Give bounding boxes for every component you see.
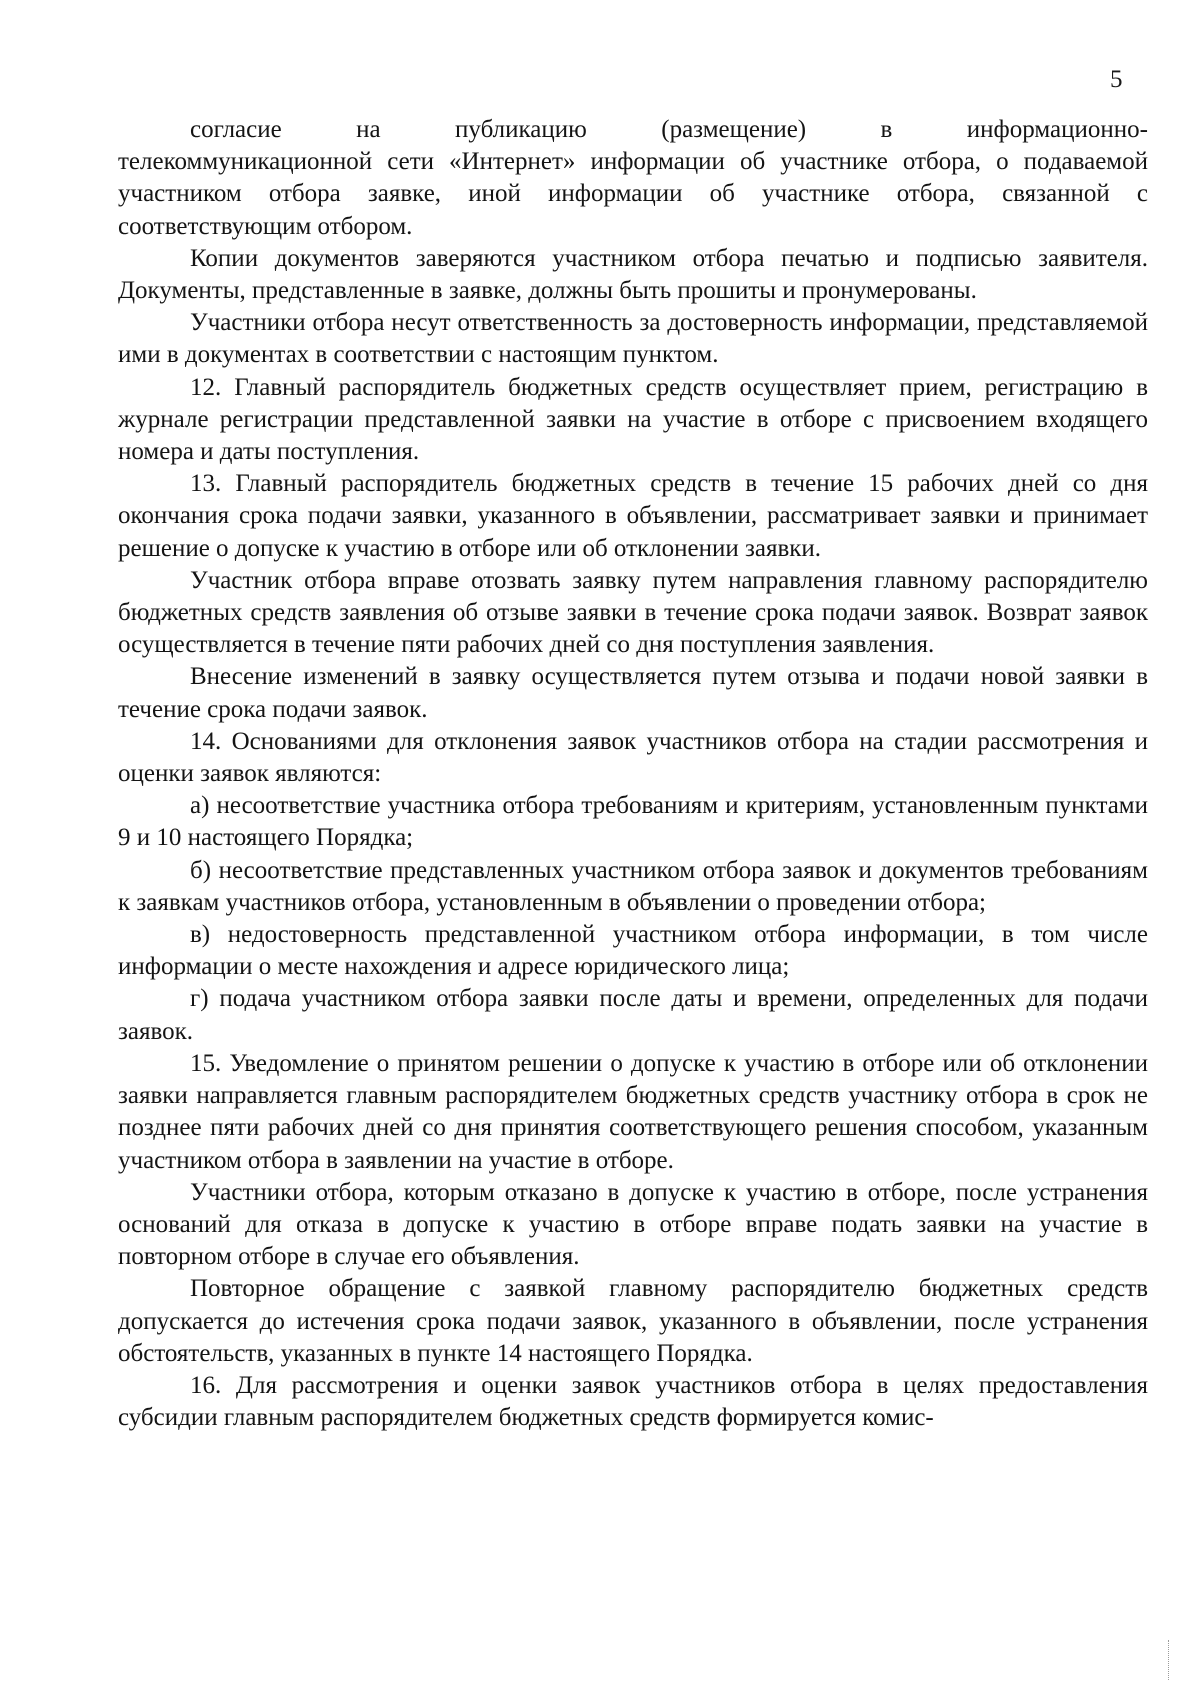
paragraph-refused-participants: Участники отбора, которым отказано в допуске к участию в отборе, после устранения оснований для отказа в допуске к участию в отборе вправе подать заявки на участие в повторном отборе в случае его объявления. <box>118 1178 1148 1271</box>
word: на <box>356 116 381 143</box>
paragraph-consent-first-line <box>118 114 1148 146</box>
paragraph-item-13: 13. Главный распорядитель бюджетных средств в течение 15 рабочих дней со дня окончания срока подачи заявки, указанного в объявлении, рассматривает заявки и принимает решение о допуске к участию в отборе или об отклонении заявки. <box>118 470 1148 562</box>
word: (размещение) <box>661 116 807 143</box>
paragraph-item-14-g: г) подача участником отбора заявки после даты и времени, определенных для подачи заявок. <box>118 985 1148 1045</box>
page-number: 5 <box>1110 66 1123 93</box>
paragraph-item-15: 15. Уведомление о принятом решении о допуске к участию в отборе или об отклонении заявки направляется главным распорядителем бюджетных средств участнику отбора в срок не позднее пяти рабочих дней со дня принятия соответствующего решения способом, указанным участником отбора в заявлении на участие в отборе. <box>118 1049 1148 1174</box>
word: публикацию <box>455 116 587 143</box>
paragraph-item-16: 16. Для рассмотрения и оценки заявок участников отбора в целях предоставления субсидии главным распорядителем бюджетных средств формируется комис- <box>118 1371 1148 1432</box>
word: информационно- <box>966 116 1148 143</box>
word: в <box>880 116 893 143</box>
paragraph-responsibility: Участники отбора несут ответственность за достоверность информации, представляемой ими в документах в соответствии с настоящим пунктом. <box>118 309 1148 369</box>
paragraph-consent-continued: телекоммуникационной сети «Интернет» информации об участнике отбора, о подаваемой участником отбора заявке, иной информации об участнике отбора, связанной с соответствующим отбором. <box>118 148 1148 240</box>
paragraph-copies: Копии документов заверяются участником отбора печатью и подписью заявителя. Документы, представленные в заявке, должны быть прошиты и пронумерованы. <box>118 244 1148 305</box>
paragraph-item-14-a: а) несоответствие участника отбора требованиям и критериям, установленным пунктами 9 и 10 настоящего Порядка; <box>118 792 1148 852</box>
word: согласие <box>190 116 282 143</box>
paragraph-withdrawal: Участник отбора вправе отозвать заявку путем направления главному распорядителю бюджетных средств заявления об отзыве заявки в течение срока подачи заявок. Возврат заявок осуществляется в течение пяти рабочих дней со дня поступления заявления. <box>118 566 1148 659</box>
paragraph-item-14: 14. Основаниями для отклонения заявок участников отбора на стадии рассмотрения и оценки заявок являются: <box>118 727 1148 788</box>
paragraph-item-14-b: б) несоответствие представленных участником отбора заявок и документов требованиям к заявкам участников отбора, установленным в объявлении о проведении отбора; <box>118 856 1148 916</box>
paragraph-changes: Внесение изменений в заявку осуществляется путем отзыва и подачи новой заявки в течение срока подачи заявок. <box>118 663 1148 723</box>
paragraph-item-12: 12. Главный распорядитель бюджетных средств осуществляет прием, регистрацию в журнале регистрации представленной заявки на участие в отборе с присвоением входящего номера и даты поступления. <box>118 373 1148 466</box>
scan-artifact <box>1168 1640 1171 1680</box>
paragraph-repeat-application: Повторное обращение с заявкой главному распорядителю бюджетных средств допускается до истечения срока подачи заявок, указанного в объявлении, после устранения обстоятельств, указанных в пункте 14 настоящего Порядка. <box>118 1275 1148 1367</box>
paragraph-item-14-v: в) недостоверность представленной участником отбора информации, в том числе информации о месте нахождения и адресе юридического лица; <box>118 921 1148 981</box>
document-body <box>118 114 1148 1434</box>
